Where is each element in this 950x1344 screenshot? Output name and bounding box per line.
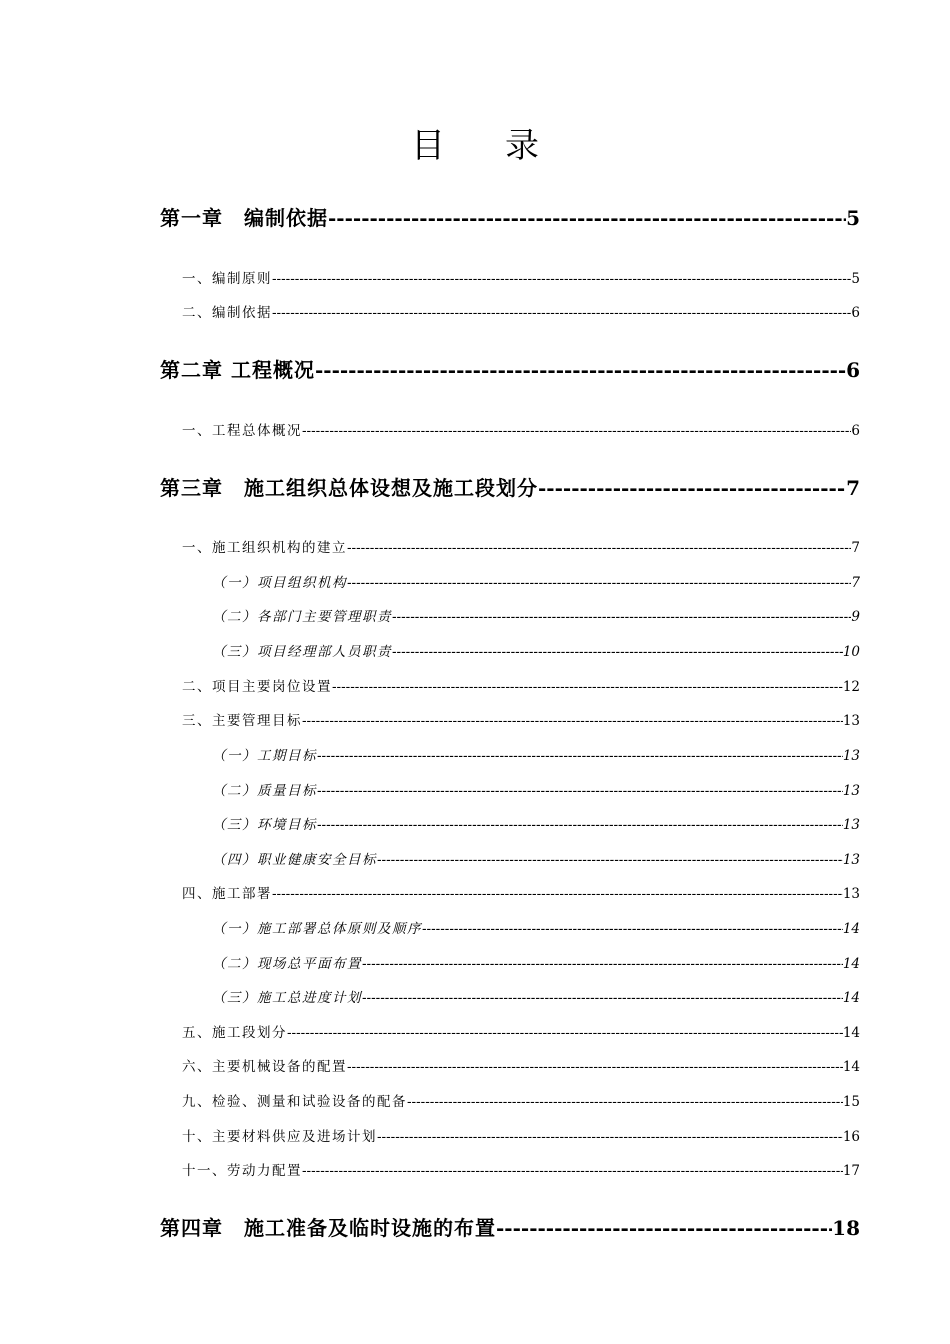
toc-subsection[interactable]: [212, 571, 860, 591]
toc-page-number: 13: [842, 817, 860, 833]
toc-leader: [496, 1216, 832, 1240]
toc-section[interactable]: [182, 419, 860, 439]
toc-label: （一）施工部署总体原则及顺序: [212, 921, 422, 937]
toc-page-number: 9: [851, 609, 860, 625]
toc-label: 四、施工部署: [182, 886, 272, 902]
toc-page-number: 6: [851, 423, 860, 439]
toc-leader: [328, 206, 846, 230]
toc-subsection[interactable]: [212, 848, 860, 868]
toc-leader: [377, 852, 843, 868]
toc-section[interactable]: [182, 1125, 860, 1145]
toc-label: （二）各部门主要管理职责: [212, 609, 392, 625]
toc-page-number: 7: [851, 540, 860, 556]
toc-leader: [317, 748, 843, 764]
toc-label: （三）项目经理部人员职责: [212, 644, 392, 660]
toc-label: （三）环境目标: [212, 817, 317, 833]
toc-leader: [392, 644, 843, 660]
toc-label: 二、项目主要岗位设置: [182, 679, 332, 695]
toc-section[interactable]: [182, 301, 860, 321]
toc-label: （二）质量目标: [212, 783, 317, 799]
toc-chapter-4[interactable]: [160, 1212, 860, 1242]
toc-page-number: 6: [846, 358, 860, 382]
toc-leader: [272, 886, 843, 902]
toc-section[interactable]: [182, 709, 860, 729]
toc-page-number: 18: [832, 1216, 860, 1240]
toc-chapter-2[interactable]: [160, 354, 860, 384]
toc-label: （一）项目组织机构: [212, 575, 347, 591]
toc-page-number: 6: [851, 305, 860, 321]
toc-section[interactable]: [182, 1021, 860, 1041]
toc-leader: [272, 305, 851, 321]
toc-page-number: 14: [842, 921, 860, 937]
toc-subsection[interactable]: [212, 744, 860, 764]
toc-leader: [422, 921, 843, 937]
toc-page-number: 14: [842, 1025, 860, 1041]
toc-subsection[interactable]: [212, 640, 860, 660]
toc-subsection[interactable]: [212, 605, 860, 625]
toc-label: （一）工期目标: [212, 748, 317, 764]
toc-section[interactable]: [182, 1090, 860, 1110]
toc-section[interactable]: [182, 267, 860, 287]
toc-subsection[interactable]: [212, 779, 860, 799]
toc-label: 第二章 工程概况: [160, 358, 315, 382]
toc-page-number: 10: [842, 644, 860, 660]
toc-leader: [392, 609, 851, 625]
toc-chapter-1[interactable]: [160, 202, 860, 232]
toc-subsection[interactable]: [212, 813, 860, 833]
toc-leader: [315, 358, 846, 382]
toc-page-number: 14: [842, 956, 860, 972]
toc-leader: [287, 1025, 843, 1041]
toc-chapter-3[interactable]: [160, 472, 860, 502]
toc-leader: [347, 1059, 843, 1075]
toc-page-number: 14: [842, 990, 860, 1006]
page-title: 目录: [411, 126, 599, 166]
toc-leader: [302, 423, 851, 439]
toc-label: 二、编制依据: [182, 305, 272, 321]
toc-label: （二）现场总平面布置: [212, 956, 362, 972]
toc-label: 五、施工段划分: [182, 1025, 287, 1041]
toc-section[interactable]: [182, 1055, 860, 1075]
toc-page-number: 16: [842, 1129, 860, 1145]
toc-label: 六、主要机械设备的配置: [182, 1059, 347, 1075]
toc-page-number: 14: [842, 1059, 860, 1075]
toc-page-number: 5: [846, 206, 860, 230]
toc-page-number: 12: [842, 679, 860, 695]
toc-label: 第三章 施工组织总体设想及施工段划分: [160, 476, 538, 500]
toc-subsection[interactable]: [212, 986, 860, 1006]
toc-leader: [407, 1094, 843, 1110]
toc-section[interactable]: [182, 882, 860, 902]
toc-label: （四）职业健康安全目标: [212, 852, 377, 868]
toc-page-number: 15: [842, 1094, 860, 1110]
toc-leader: [272, 271, 851, 287]
toc-label: 第一章 编制依据: [160, 206, 328, 230]
toc-leader: [347, 540, 851, 556]
toc-leader: [332, 679, 843, 695]
toc-page-number: 13: [842, 783, 860, 799]
toc-label: 三、主要管理目标: [182, 713, 302, 729]
toc-leader: [317, 783, 843, 799]
toc-section[interactable]: [182, 1159, 860, 1179]
toc-subsection[interactable]: [212, 917, 860, 937]
toc-page-number: 13: [842, 852, 860, 868]
toc-page-number: 7: [846, 476, 860, 500]
toc-leader: [302, 1163, 843, 1179]
toc-page-number: 5: [851, 271, 860, 287]
toc-page-number: 7: [851, 575, 860, 591]
toc-label: 一、施工组织机构的建立: [182, 540, 347, 556]
toc-leader: [538, 476, 846, 500]
toc-leader: [347, 575, 851, 591]
toc-label: 第四章 施工准备及临时设施的布置: [160, 1216, 496, 1240]
toc-subsection[interactable]: [212, 952, 860, 972]
toc-section[interactable]: [182, 536, 860, 556]
toc-page-number: 13: [842, 713, 860, 729]
toc-leader: [317, 817, 843, 833]
toc-label: 一、编制原则: [182, 271, 272, 287]
toc-label: 九、检验、测量和试验设备的配备: [182, 1094, 407, 1110]
toc-leader: [377, 1129, 843, 1145]
toc-section[interactable]: [182, 675, 860, 695]
toc-page-number: 17: [842, 1163, 860, 1179]
toc-page-number: 13: [842, 748, 860, 764]
toc-leader: [362, 956, 843, 972]
toc-label: 十一、劳动力配置: [182, 1163, 302, 1179]
toc-label: 一、工程总体概况: [182, 423, 302, 439]
toc-leader: [302, 713, 843, 729]
toc-label: （三）施工总进度计划: [212, 990, 362, 1006]
toc-label: 十、主要材料供应及进场计划: [182, 1129, 377, 1145]
toc-page-number: 13: [842, 886, 860, 902]
toc-leader: [362, 990, 843, 1006]
